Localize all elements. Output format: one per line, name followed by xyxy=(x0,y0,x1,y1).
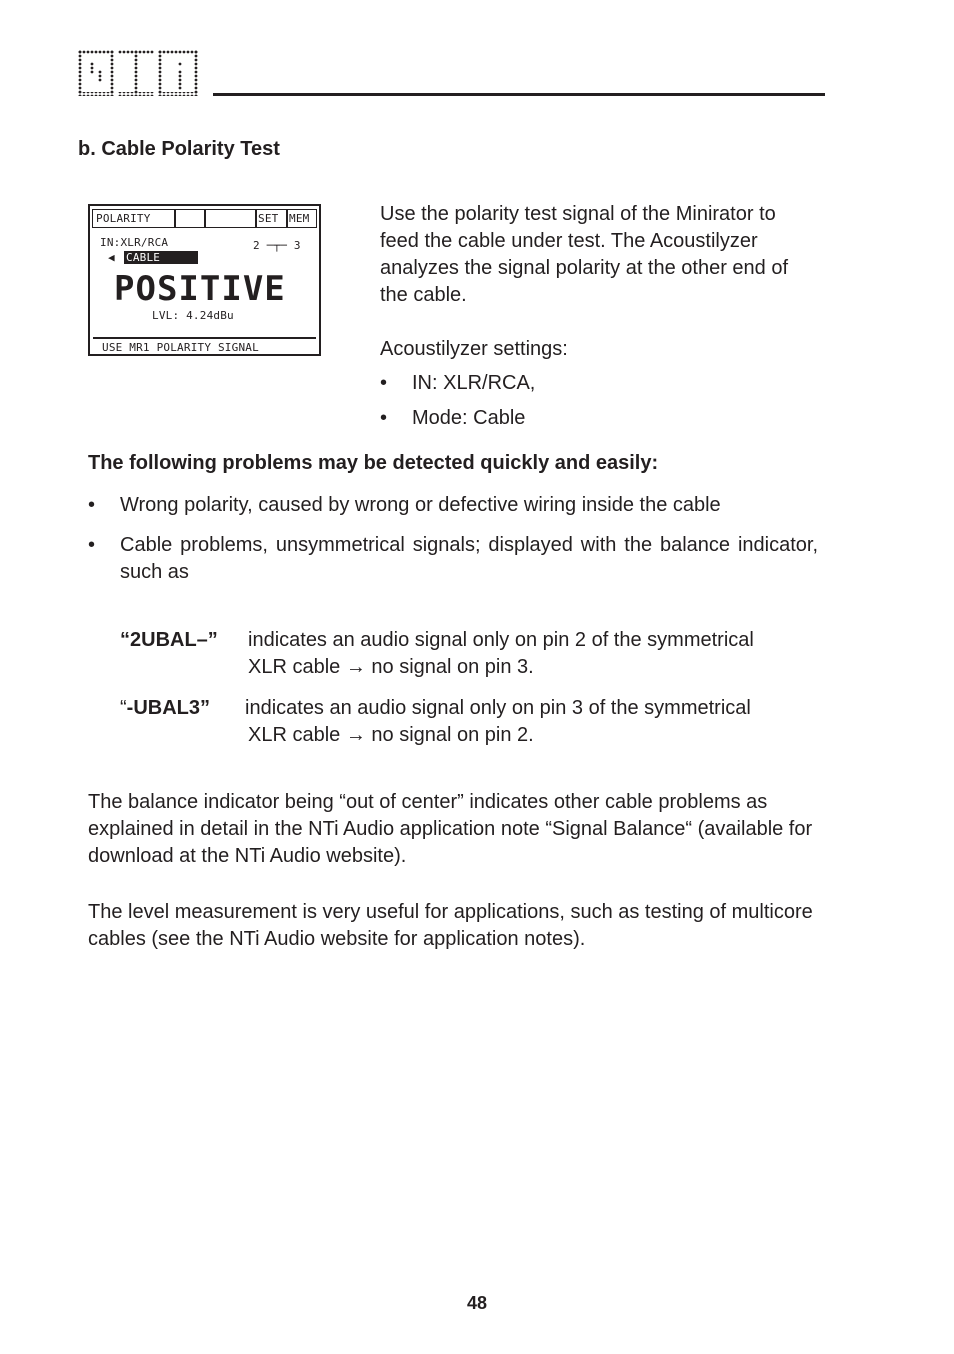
problems-heading: The following problems may be detected quickly and easily: xyxy=(88,452,659,474)
definition-2ubal xyxy=(120,627,820,681)
nti-logo-icon xyxy=(78,50,198,96)
definition-term-prefix: “ xyxy=(120,697,127,719)
speaker-icon: ◀ xyxy=(108,251,115,264)
definition-line: indicates an audio signal only on pin 2 of the symmetrical xyxy=(248,629,754,651)
lcd-screen xyxy=(88,204,321,356)
problem-text: Cable problems, unsymmetrical signals; displayed with the balance indicator, such as xyxy=(120,534,818,583)
settings-label: Acoustilyzer settings: xyxy=(380,338,568,360)
definition-term xyxy=(120,695,245,749)
lcd-tab-separator xyxy=(204,209,206,228)
lcd-result: POSITIVE xyxy=(114,269,286,309)
list-item xyxy=(380,370,535,397)
lcd-set-label: SET xyxy=(258,212,279,225)
setting-text: Mode: Cable xyxy=(412,407,526,429)
lcd-footer-rule xyxy=(93,337,316,339)
definition-ubal3 xyxy=(120,695,820,749)
bullet: • xyxy=(88,494,96,516)
lcd-pins-indicator: 2 ─┬─ 3 xyxy=(253,239,301,252)
problem-text: Wrong polarity, caused by wrong or defective wiring inside the cable xyxy=(120,494,721,516)
definition-desc xyxy=(248,627,820,681)
list-item xyxy=(88,492,818,519)
lcd-tab-separator xyxy=(174,209,176,228)
lcd-mode-highlight: CABLE xyxy=(124,251,198,264)
bullet: • xyxy=(380,372,388,394)
lcd-input-line: IN:XLR/RCA xyxy=(100,236,169,249)
definition-line: indicates an audio signal only on pin 3 of the symmetrical xyxy=(245,697,751,719)
section-title: b. Cable Polarity Test xyxy=(78,138,280,160)
lcd-tab-polarity: POLARITY xyxy=(96,212,151,225)
list-item xyxy=(380,405,525,432)
lcd-level: LVL: 4.24dBu xyxy=(152,309,234,322)
header-rule xyxy=(213,93,825,96)
definition-term-bold: -UBAL3” xyxy=(126,697,211,719)
definition-line: XLR cable → no signal on pin 2. xyxy=(248,724,534,746)
definition-desc xyxy=(245,695,820,749)
definition-line: XLR cable → no signal on pin 3. xyxy=(248,656,534,678)
lcd-mem-label: MEM xyxy=(289,212,310,225)
level-paragraph: The level measurement is very useful for applications, such as testing of multicore cables (see the NTi Audio website for application notes). xyxy=(88,901,813,950)
lcd-tab-separator xyxy=(286,209,288,228)
intro-text: Use the polarity test signal of the Minirator to feed the cable under test. The Acoustilyzer analyzes the signal polarity at the other end of the cable. xyxy=(380,203,789,306)
bullet: • xyxy=(380,407,388,429)
setting-text: IN: XLR/RCA, xyxy=(412,372,536,394)
list-item xyxy=(88,532,818,586)
page-number: 48 xyxy=(466,1293,488,1313)
balance-paragraph: The balance indicator being “out of center” indicates other cable problems as explained in detail in the NTi Audio application note “Signal Balance“ (available for download at the NTi Audio website). xyxy=(88,791,813,867)
definition-term: “2UBAL–” xyxy=(120,629,218,651)
lcd-tab-separator xyxy=(255,209,257,228)
bullet: • xyxy=(88,534,96,556)
lcd-footer: USE MR1 POLARITY SIGNAL xyxy=(102,341,259,354)
